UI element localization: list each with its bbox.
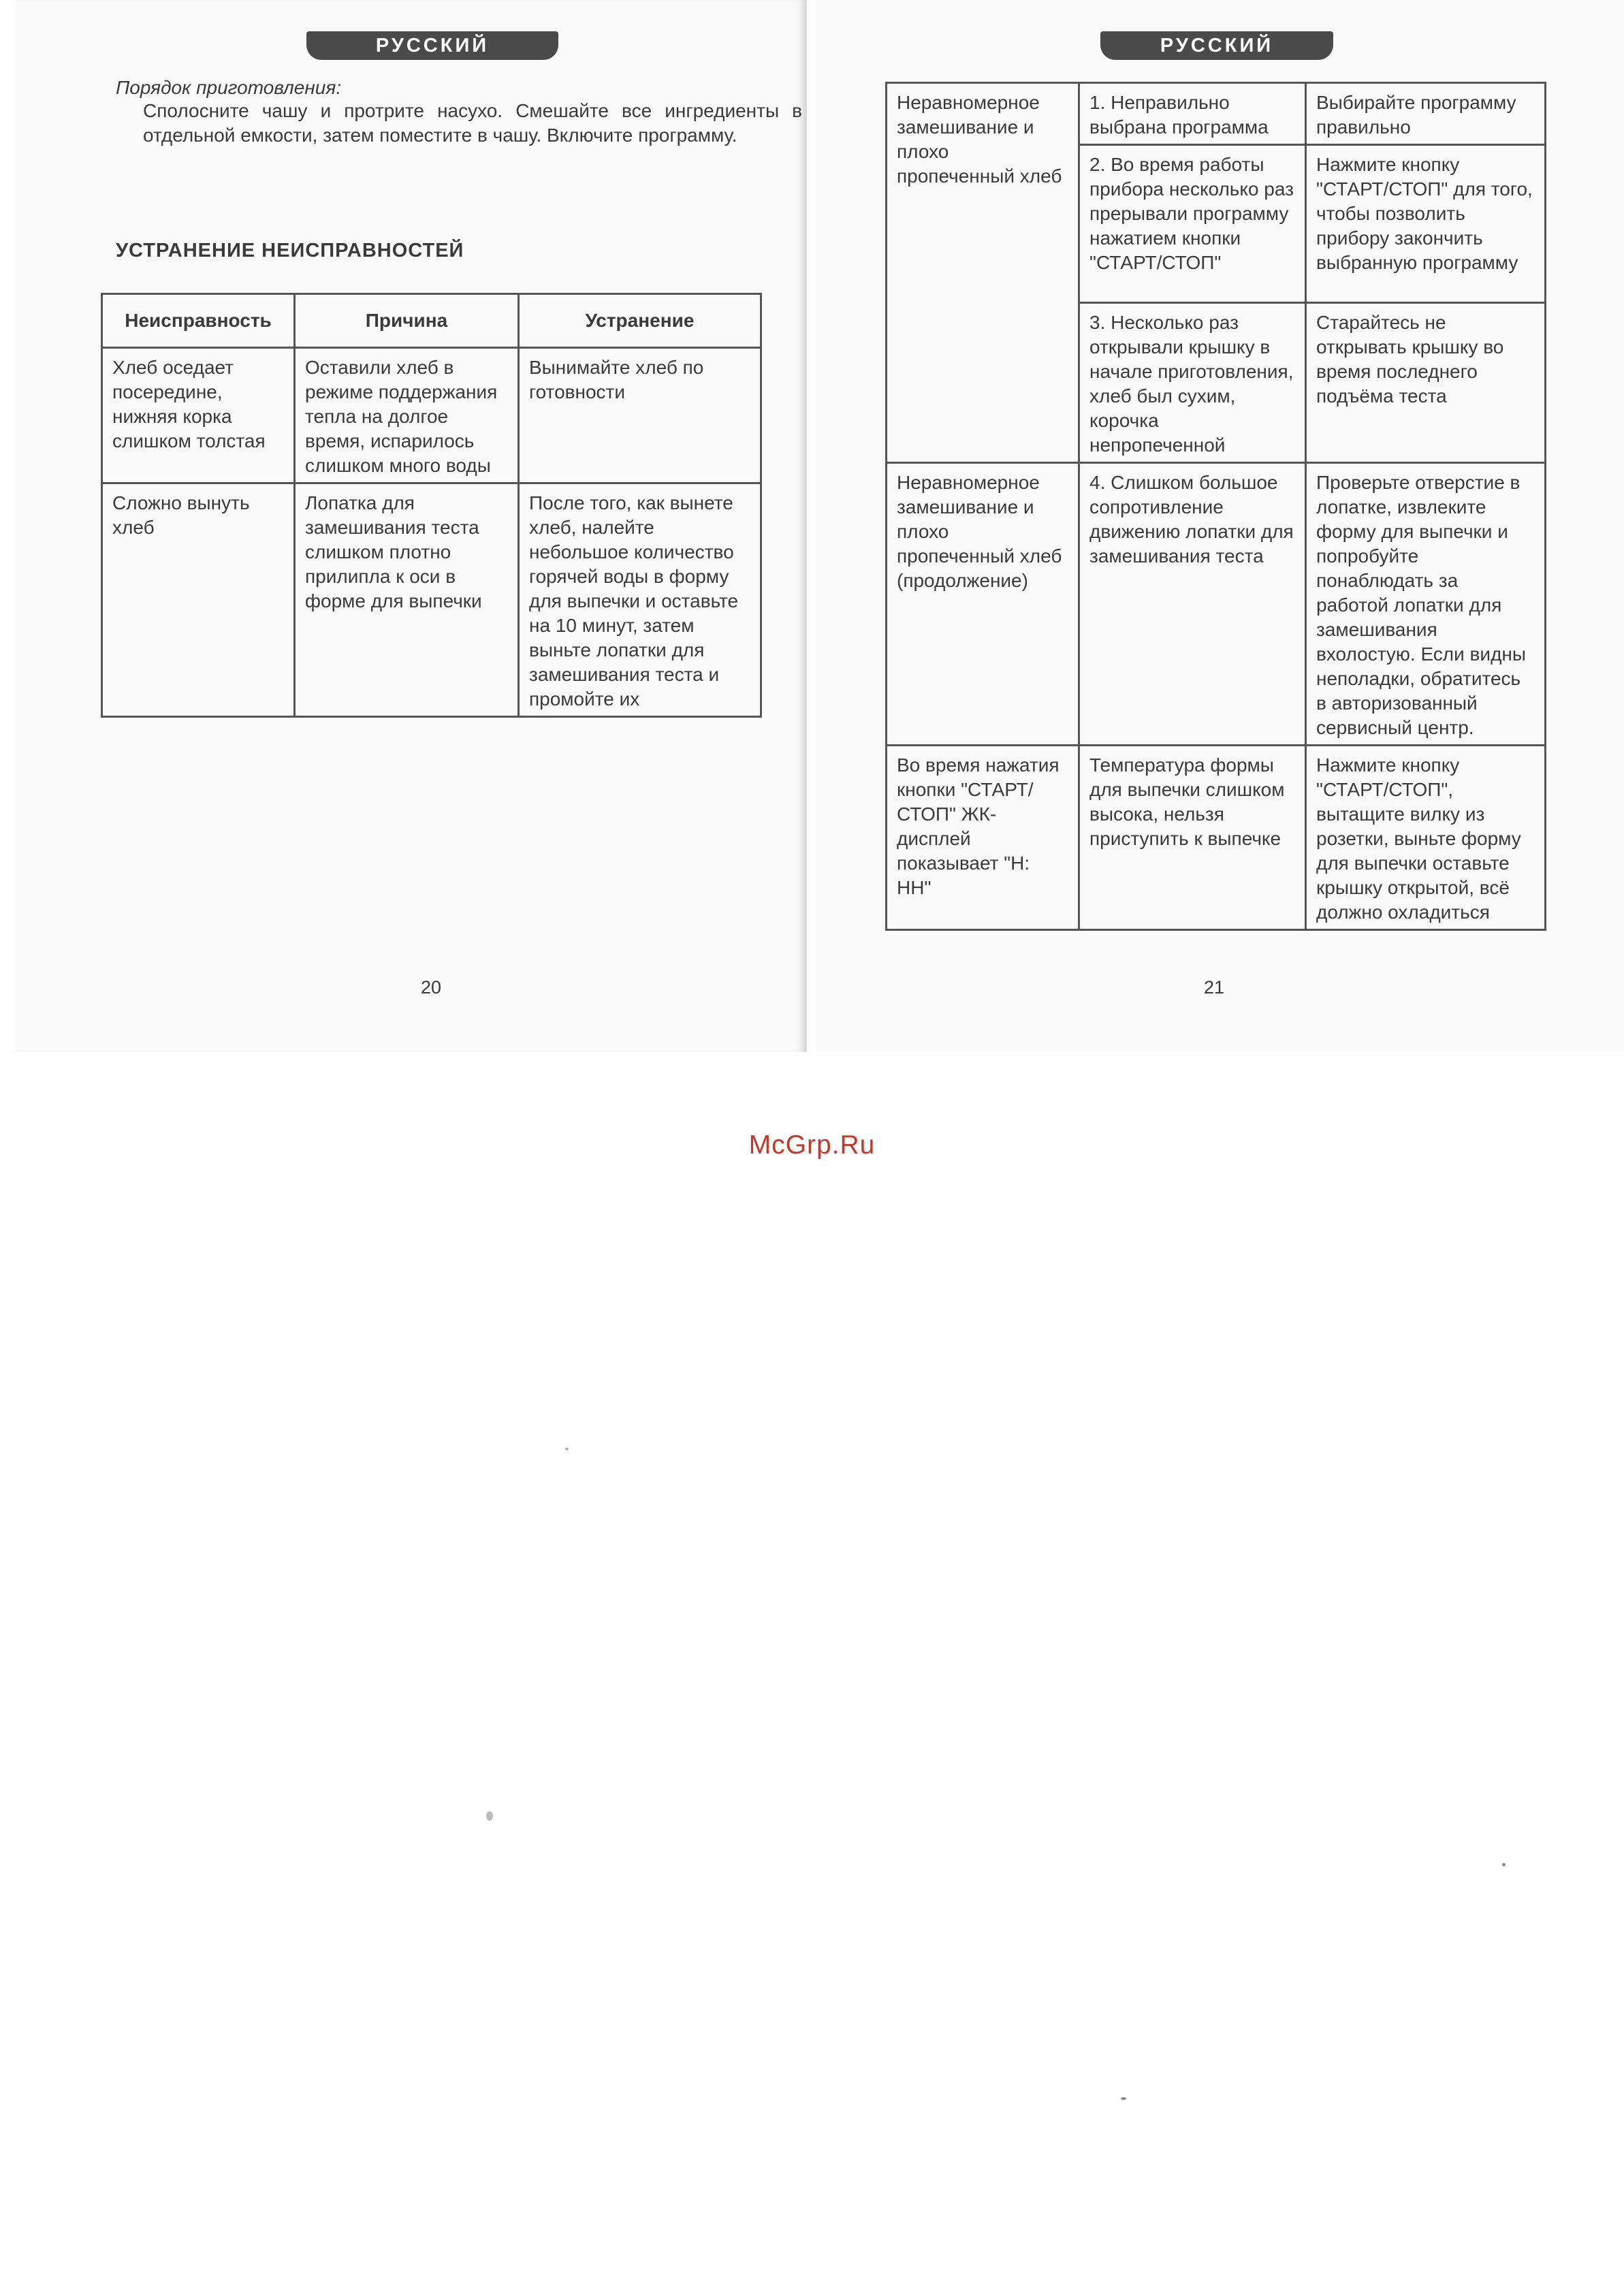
problem-cell: Неравномерное замешивание и плохо пропеченный хлеб (продолжение) (887, 463, 1079, 746)
cause-cell: 3. Несколько раз открывали крышку в начале приготовления, хлеб был сухим, корочка непропеченной (1079, 303, 1306, 463)
table-row (887, 746, 1546, 930)
cause-cell: Лопатка для замешивания теста слишком плотно прилипла к оси в форме для выпечки (295, 483, 519, 717)
problem-cell: Во время нажатия кнопки "СТАРТ/СТОП" ЖК-дисплей показывает "Н: НН" (887, 746, 1079, 930)
scan-speck (1121, 2097, 1126, 2100)
problem-cell: Хлеб оседает посередине, нижняя корка слишком толстая (102, 348, 295, 483)
solution-cell: Нажмите кнопку "СТАРТ/СТОП", вытащите вилку из розетки, выньте форму для выпечки оставьте крышку открытой, всё должно охладиться (1306, 746, 1546, 930)
solution-cell: Нажмите кнопку "СТАРТ/СТОП" для того, чтобы позволить прибору закончить выбранную программу (1306, 145, 1546, 303)
troubleshooting-table (101, 293, 762, 718)
language-banner: РУССКИЙ (1100, 31, 1333, 60)
right-page (816, 0, 1624, 1052)
solution-cell: Выбирайте программу правильно (1306, 83, 1546, 145)
solution-cell: После того, как вынете хлеб, налейте небольшое количество горячей воды в форму для выпечки и оставьте на 10 минут, затем выньте лопатки для замешивания теста и промойте их (519, 483, 761, 717)
prep-text (116, 99, 802, 148)
table-row (102, 348, 761, 483)
scan-speck (565, 1448, 569, 1450)
scan-speck (1502, 1863, 1506, 1866)
language-banner: РУССКИЙ (306, 31, 558, 60)
table-row (887, 83, 1546, 145)
solution-cell: Старайтесь не открывать крышку во время последнего подъёма теста (1306, 303, 1546, 463)
table-row (102, 483, 761, 717)
problem-cell: Неравномерное замешивание и плохо пропеченный хлеб (887, 83, 1079, 463)
header-cause: Причина (295, 294, 519, 348)
problem-cell: Сложно вынуть хлеб (102, 483, 295, 717)
troubleshooting-table-continued (885, 82, 1546, 931)
page-number: 21 (1204, 977, 1225, 998)
cause-cell: 4. Слишком большое сопротивление движению лопатки для замешивания теста (1079, 463, 1306, 746)
cause-cell: Оставили хлеб в режиме поддержания тепла на долгое время, испарилось слишком много воды (295, 348, 519, 483)
page-number: 20 (421, 977, 442, 998)
prep-label: Порядок приготовления: (116, 77, 342, 98)
solution-cell: Вынимайте хлеб по готовности (519, 348, 761, 483)
header-solution: Устранение (519, 294, 761, 348)
header-problem: Неисправность (102, 294, 295, 348)
section-heading: УСТРАНЕНИЕ НЕИСПРАВНОСТЕЙ (116, 240, 464, 261)
scan-speck (486, 1811, 493, 1821)
cause-cell: Температура формы для выпечки слишком высока, нельзя приступить к выпечке (1079, 746, 1306, 930)
solution-cell: Проверьте отверстие в лопатке, извлеките форму для выпечки и попробуйте понаблюдать за работой лопатки для замешивания вхолостую. Если видны неполадки, обратитесь в авторизованный сервисный центр. (1306, 463, 1546, 746)
watermark-text: McGrp.Ru (748, 1130, 876, 1160)
table-header-row (102, 294, 761, 348)
left-page (15, 0, 807, 1052)
prep-text-content: Сполосните чашу и протрите насухо. Смешайте все ингредиенты в отдельной емкости, затем поместите в чашу. Включите программу. (143, 100, 802, 146)
cause-cell: 2. Во время работы прибора несколько раз прерывали программу нажатием кнопки "СТАРТ/СТОП" (1079, 145, 1306, 303)
cause-cell: 1. Неправильно выбрана программа (1079, 83, 1306, 145)
table-row (887, 463, 1546, 746)
